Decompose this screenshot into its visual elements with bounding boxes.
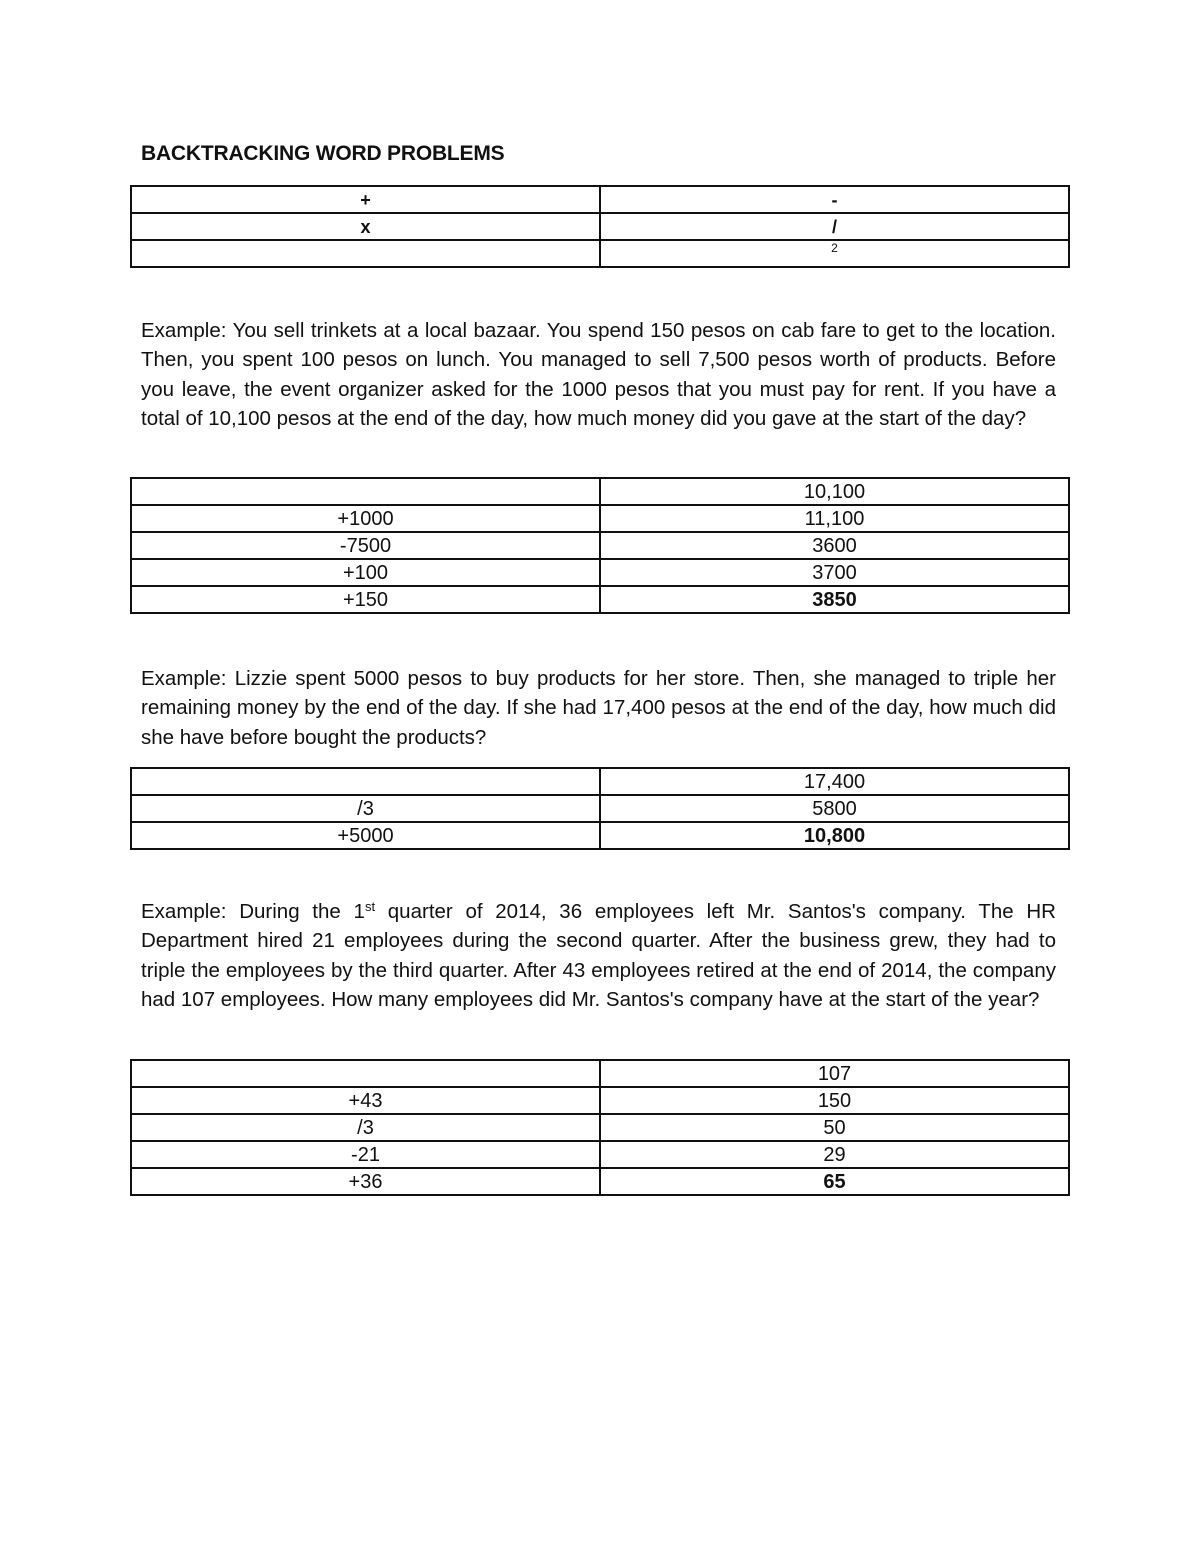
table-row [131, 1087, 1069, 1114]
value-cell: 3700 [600, 559, 1069, 586]
value-cell: 29 [600, 1141, 1069, 1168]
problem-label: Example: [141, 900, 227, 923]
table-cell: - [600, 186, 1069, 213]
table-cell: / [600, 213, 1069, 240]
page-title: BACKTRACKING WORD PROBLEMS [141, 142, 505, 165]
ordinal-superscript: st [364, 899, 376, 914]
operation-cell: /3 [131, 795, 600, 822]
table-cell [131, 240, 600, 267]
operation-cell [131, 768, 600, 795]
problem-1-text [141, 316, 1056, 434]
operation-cell: +5000 [131, 822, 600, 849]
table-row [131, 186, 1069, 213]
operation-cell: -21 [131, 1141, 600, 1168]
problem-2-table [130, 767, 1070, 850]
problem-label: Example: [141, 667, 227, 690]
table-row [131, 1114, 1069, 1141]
table-row [131, 478, 1069, 505]
operation-cell: +100 [131, 559, 600, 586]
problem-body-rest: quarter of 2014, 36 employees left Mr. Santos's company. The HR Department hired 21 employees during the second quarter. After the business grew, they had to triple the employees by the third quarter. After 43 employees retired at the end of 2014, the company had 107 employees. How many employees did Mr. Santos's company have at the start of the year? [141, 900, 1056, 1012]
table-row [131, 505, 1069, 532]
problem-body: Lizzie spent 5000 pesos to buy products for her store. Then, she managed to triple her remaining money by the end of the day. If she had 17,400 pesos at the end of the day, how much did she have before bought the products? [141, 667, 1056, 749]
operation-cell: +43 [131, 1087, 600, 1114]
problem-3-table [130, 1059, 1070, 1196]
problem-body-start: During the 1 [239, 900, 365, 923]
value-cell: 17,400 [600, 768, 1069, 795]
table-row [131, 213, 1069, 240]
operations-table [130, 185, 1070, 268]
table-cell: 2 [600, 240, 1069, 267]
table-row [131, 1060, 1069, 1087]
value-cell: 107 [600, 1060, 1069, 1087]
operation-cell: +150 [131, 586, 600, 613]
value-cell: 50 [600, 1114, 1069, 1141]
answer-cell: 10,800 [600, 822, 1069, 849]
operation-cell: +36 [131, 1168, 600, 1195]
table-row [131, 1168, 1069, 1195]
table-row [131, 795, 1069, 822]
problem-label: Example: [141, 319, 227, 342]
table-row [131, 1141, 1069, 1168]
problem-body: You sell trinkets at a local bazaar. You spend 150 pesos on cab fare to get to the location. Then, you spent 100 pesos on lunch. You managed to sell 7,500 pesos worth of products. Before you leave, the event organizer asked for the 1000 pesos that you must pay for rent. If you have a total of 10,100 pesos at the end of the day, how much money did you gave at the start of the day? [141, 319, 1057, 431]
table-row [131, 559, 1069, 586]
value-cell: 5800 [600, 795, 1069, 822]
table-row [131, 822, 1069, 849]
operation-cell: -7500 [131, 532, 600, 559]
problem-2-text [141, 664, 1056, 752]
operation-cell [131, 1060, 600, 1087]
operation-cell: +1000 [131, 505, 600, 532]
table-row [131, 586, 1069, 613]
table-row [131, 240, 1069, 267]
answer-cell: 3850 [600, 586, 1069, 613]
value-cell: 3600 [600, 532, 1069, 559]
problem-1-table [130, 477, 1070, 614]
value-cell: 10,100 [600, 478, 1069, 505]
table-cell: x [131, 213, 600, 240]
answer-cell: 65 [600, 1168, 1069, 1195]
operation-cell [131, 478, 600, 505]
value-cell: 11,100 [600, 505, 1069, 532]
table-cell: + [131, 186, 600, 213]
table-row [131, 768, 1069, 795]
table-row [131, 532, 1069, 559]
operation-cell: /3 [131, 1114, 600, 1141]
problem-3-text [141, 897, 1056, 1015]
value-cell: 150 [600, 1087, 1069, 1114]
